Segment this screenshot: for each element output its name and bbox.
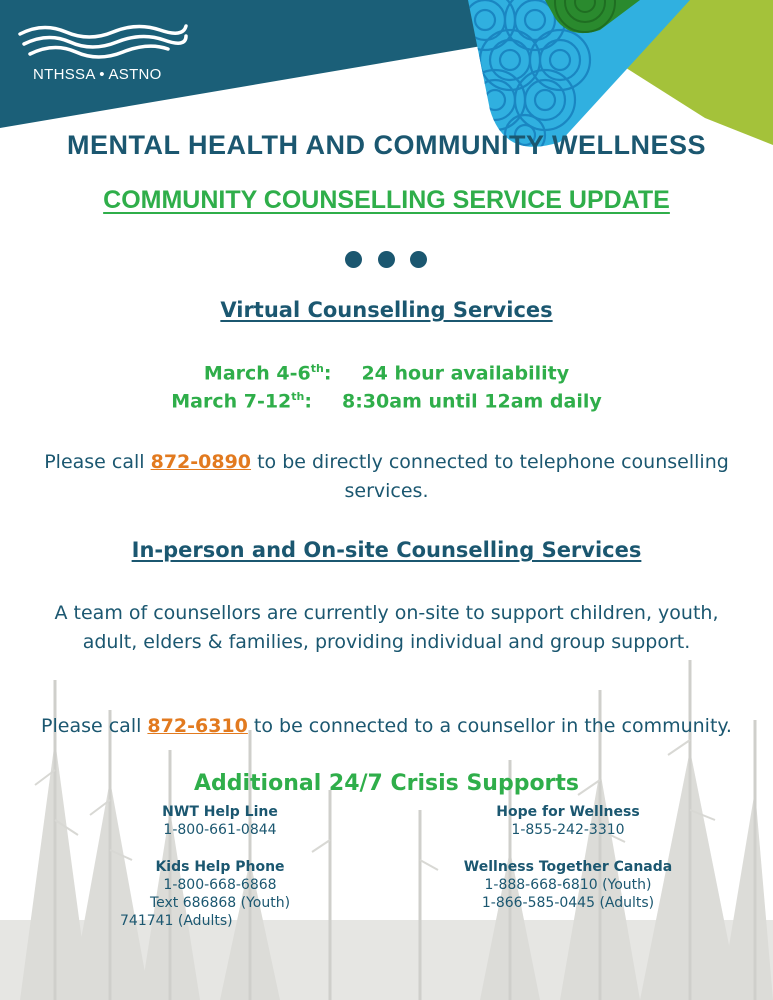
divider-dots xyxy=(345,251,429,271)
call-prefix: Please call xyxy=(41,715,142,737)
schedule-date: March 4-6 xyxy=(203,362,311,385)
support-phone[interactable]: 1-888-668-6810 (Youth) xyxy=(484,877,652,893)
schedule-row xyxy=(0,390,773,412)
divider-dot xyxy=(378,251,395,268)
page-title: MENTAL HEALTH AND COMMUNITY WELLNESS xyxy=(67,130,706,160)
kids-help-phone-block xyxy=(110,858,330,930)
support-phone[interactable]: 1-855-242-3310 xyxy=(511,822,625,838)
call-suffix: to be connected to a counsellor in the community. xyxy=(253,715,732,737)
virtual-phone-link[interactable]: 872-0890 xyxy=(150,451,252,473)
support-phone[interactable]: 1-800-661-0844 xyxy=(163,822,277,838)
wellness-together-canada-block xyxy=(448,858,688,912)
schedule-colon: : xyxy=(304,390,312,413)
organization-logo-text: NTHSSA • ASTNO xyxy=(33,66,162,83)
schedule-row xyxy=(0,362,773,384)
divider-dot xyxy=(345,251,362,268)
support-phone[interactable]: 1-866-585-0445 (Adults) xyxy=(481,895,655,911)
nwt-help-line-block xyxy=(120,803,320,839)
waves-logo-icon xyxy=(18,22,188,62)
inperson-services-heading: In-person and On-site Counselling Services xyxy=(131,538,642,562)
inperson-phone-link[interactable]: 872-6310 xyxy=(147,715,248,737)
schedule-date: March 7-12 xyxy=(171,390,292,413)
virtual-services-heading: Virtual Counselling Services xyxy=(220,298,553,322)
date-suffix: th xyxy=(310,362,324,375)
crisis-supports-heading: Additional 24/7 Crisis Supports xyxy=(193,771,580,796)
page-subtitle: COMMUNITY COUNSELLING SERVICE UPDATE xyxy=(103,186,670,214)
inperson-call-paragraph xyxy=(40,712,733,741)
support-text-line: 741741 (Adults) xyxy=(120,913,233,929)
teal-banner-shape xyxy=(0,0,505,128)
divider-dot xyxy=(410,251,427,268)
support-name: Wellness Together Canada xyxy=(463,859,673,875)
inperson-description: A team of counsellors are currently on-site to support children, youth, adult, elders & families, providing individual and group support. xyxy=(54,602,719,653)
schedule-hours: 24 hour availability xyxy=(361,362,570,385)
support-phone[interactable]: 1-800-668-6868 xyxy=(163,877,277,893)
date-suffix: th xyxy=(291,390,305,403)
schedule-colon: : xyxy=(323,362,332,385)
hope-for-wellness-block xyxy=(458,803,678,839)
support-text-line: Text 686868 (Youth) xyxy=(149,895,291,911)
call-prefix: Please call xyxy=(44,451,145,473)
support-name: Kids Help Phone xyxy=(155,859,285,875)
support-name: Hope for Wellness xyxy=(496,804,640,820)
schedule-hours: 8:30am until 12am daily xyxy=(341,390,602,413)
virtual-call-paragraph xyxy=(40,448,733,506)
support-name: NWT Help Line xyxy=(162,804,278,820)
call-suffix: to be directly connected to telephone counselling services. xyxy=(257,451,729,502)
